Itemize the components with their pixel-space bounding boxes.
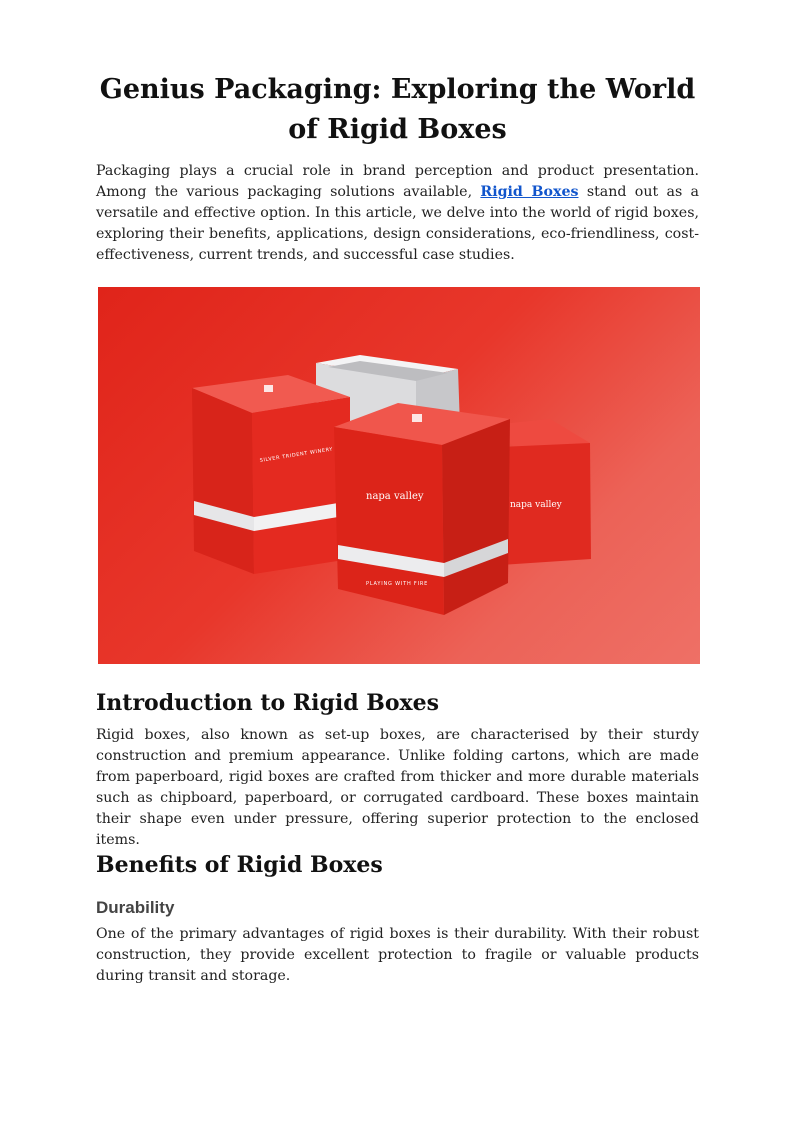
intro-text-end: stand out as a versatile and effective option. In this article, we delve into the world of rigid boxes, exploring their benefits, applications, design considerations, eco-friendliness, cost-effectiveness, current trends, and successful case studies. [96, 184, 699, 263]
left-box-label: SILVER TRIDENT WINERY [259, 446, 334, 464]
durability-paragraph: One of the primary advantages of rigid boxes is their durability. With their robust construction, they provide excellent protection to fragile or valuable products during transit and storage. [96, 926, 699, 984]
front-red-box [334, 403, 510, 615]
intro-paragraph [96, 161, 699, 266]
rigid-boxes-illustration [98, 287, 700, 664]
rigid-boxes-image [98, 287, 700, 664]
intro-section-paragraph: Rigid boxes, also known as set-up boxes, are characterised by their sturdy construction and premium appearance. Unlike folding cartons, which are made from paperboard, rigid boxes are crafted from thicker and more durable materials such as chipboard, paperboard, or corrugated cardboard. These boxes maintain their shape even under pressure, offering superior protection to the enclosed items. [96, 727, 699, 848]
benefits-heading: Benefits of Rigid Boxes [96, 852, 383, 878]
document-title: Genius Packaging: Exploring the World of Rigid Boxes [99, 74, 696, 145]
front-box-label: napa valley [366, 491, 424, 502]
intro-text-start: Packaging plays a crucial role in brand perception and product presentation. Among the various packaging solutions available, [96, 163, 699, 200]
left-red-box [192, 375, 350, 574]
durability-heading: Durability [96, 898, 175, 917]
intro-heading: Introduction to Rigid Boxes [96, 690, 440, 716]
right-box-label: napa valley [510, 500, 562, 510]
rigid-boxes-link[interactable]: Rigid Boxes [480, 184, 579, 200]
front-box-base-label: PLAYING WITH FIRE [366, 581, 429, 587]
